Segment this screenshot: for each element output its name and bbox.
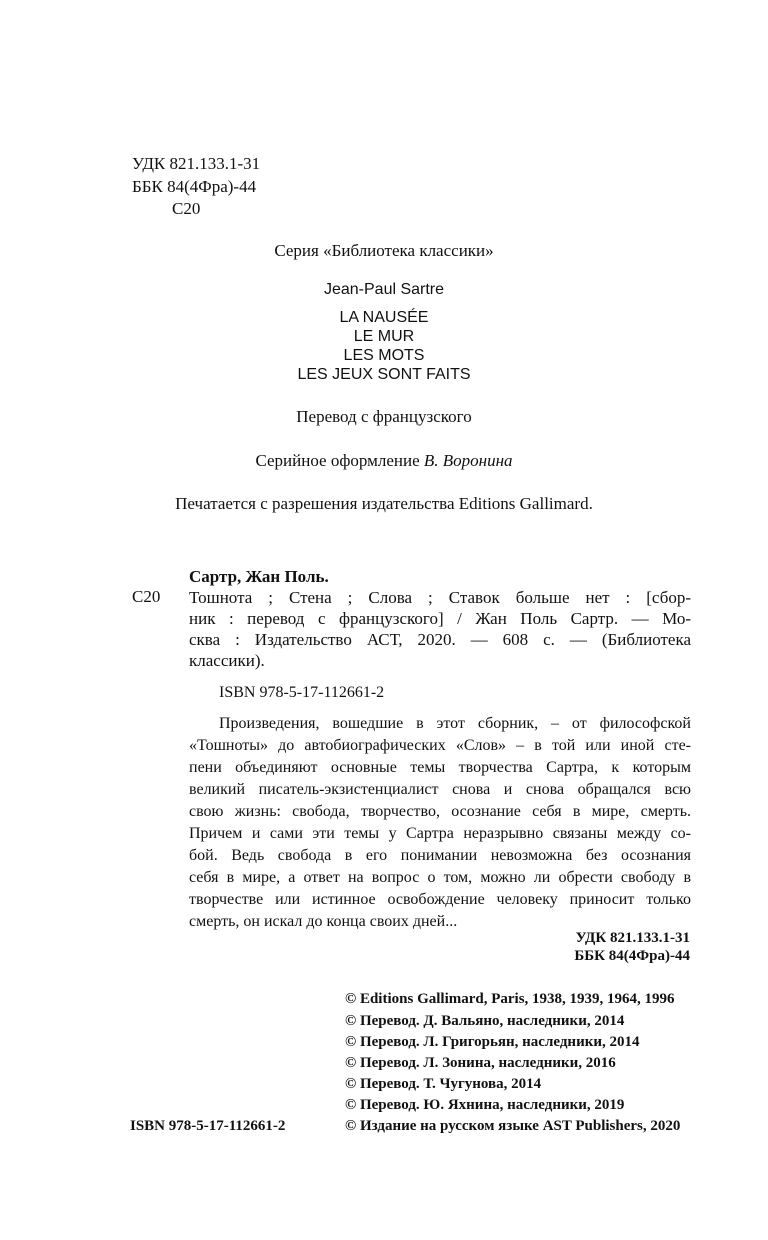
series-title: Серия «Библиотека классики» [274,241,494,260]
annotation-line: творчестве или истинное освобождение человеку приносит только [189,891,691,908]
card-description-line: сква : Издательство АСТ, 2020. — 608 с. — (Библиотека [189,630,691,649]
author-mark: С20 [172,199,201,218]
annotation-line: себя в мире, а ответ на вопрос о том, можно ли обрести свободу в [189,869,691,886]
copyright-line: © Перевод. Л. Григорьян, наследники, 2014 [345,1034,640,1050]
copyright-line: © Перевод. Т. Чугунова, 2014 [345,1076,542,1092]
designer-name: В. Воронина [423,451,513,470]
original-title-4: LES JEUX SONT FAITS [297,366,471,383]
card-isbn: ISBN 978-5-17-112661-2 [219,684,385,701]
bbk-code: ББК 84(4Фра)-44 [132,177,257,196]
copyright-line: © Перевод. Ю. Яхнина, наследники, 2019 [345,1097,625,1113]
annotation-line: Причем и сами эти темы у Сартра неразрывно связаны между со- [189,825,691,842]
annotation-line: бой. Ведь свобода в его понимании невозможна без осознания [189,847,691,864]
card-description-line: ник : перевод с французского] / Жан Поль Сартр. — Мо- [189,609,691,628]
card-bbk: ББК 84(4Фра)-44 [574,948,690,964]
design-label: Серийное оформление [255,451,420,470]
original-title-2: LE MUR [353,328,415,345]
annotation-line: пени объединяют основные темы творчества Сартра, к которым [189,759,691,776]
card-author-mark: С20 [132,587,161,606]
annotation-line: свою жизнь: свобода, творчество, осознание себя в мире, смерть. [189,803,691,820]
copyright-line: © Перевод. Д. Вальяно, наследники, 2014 [345,1013,625,1029]
udk-code: УДК 821.133.1-31 [132,154,261,173]
copyright-line: © Editions Gallimard, Paris, 1938, 1939, 1964, 1996 [345,991,675,1007]
card-description-line: Тошнота ; Стена ; Слова ; Ставок больше нет : [сбор- [189,588,691,607]
design-credit [0,451,768,471]
annotation-line: смерть, он искал до конца своих дней... [189,913,458,930]
original-title-3: LES MOTS [343,347,425,364]
bottom-isbn: ISBN 978-5-17-112661-2 [130,1118,286,1134]
translation-note: Перевод с французского [296,407,472,426]
original-author: Jean-Paul Sartre [323,281,445,298]
card-author: Сартр, Жан Поль. [189,567,329,586]
permission-note: Печатается с разрешения издательства Editions Gallimard. [175,494,593,513]
original-title-1: LA NAUSÉE [339,309,429,326]
copyright-line: © Издание на русском языке AST Publishers, 2020 [345,1118,681,1134]
annotation-line: Произведения, вошедшие в этот сборник, – от философской [219,715,691,732]
annotation-line: «Тошноты» до автобиографических «Слов» – в той или иной сте- [189,737,691,754]
copyright-line: © Перевод. Л. Зонина, наследники, 2016 [345,1055,616,1071]
card-description-line: классики). [189,651,265,670]
annotation-line: великий писатель-экзистенциалист снова и снова обращался всю [189,781,691,798]
card-udk: УДК 821.133.1-31 [575,930,690,946]
